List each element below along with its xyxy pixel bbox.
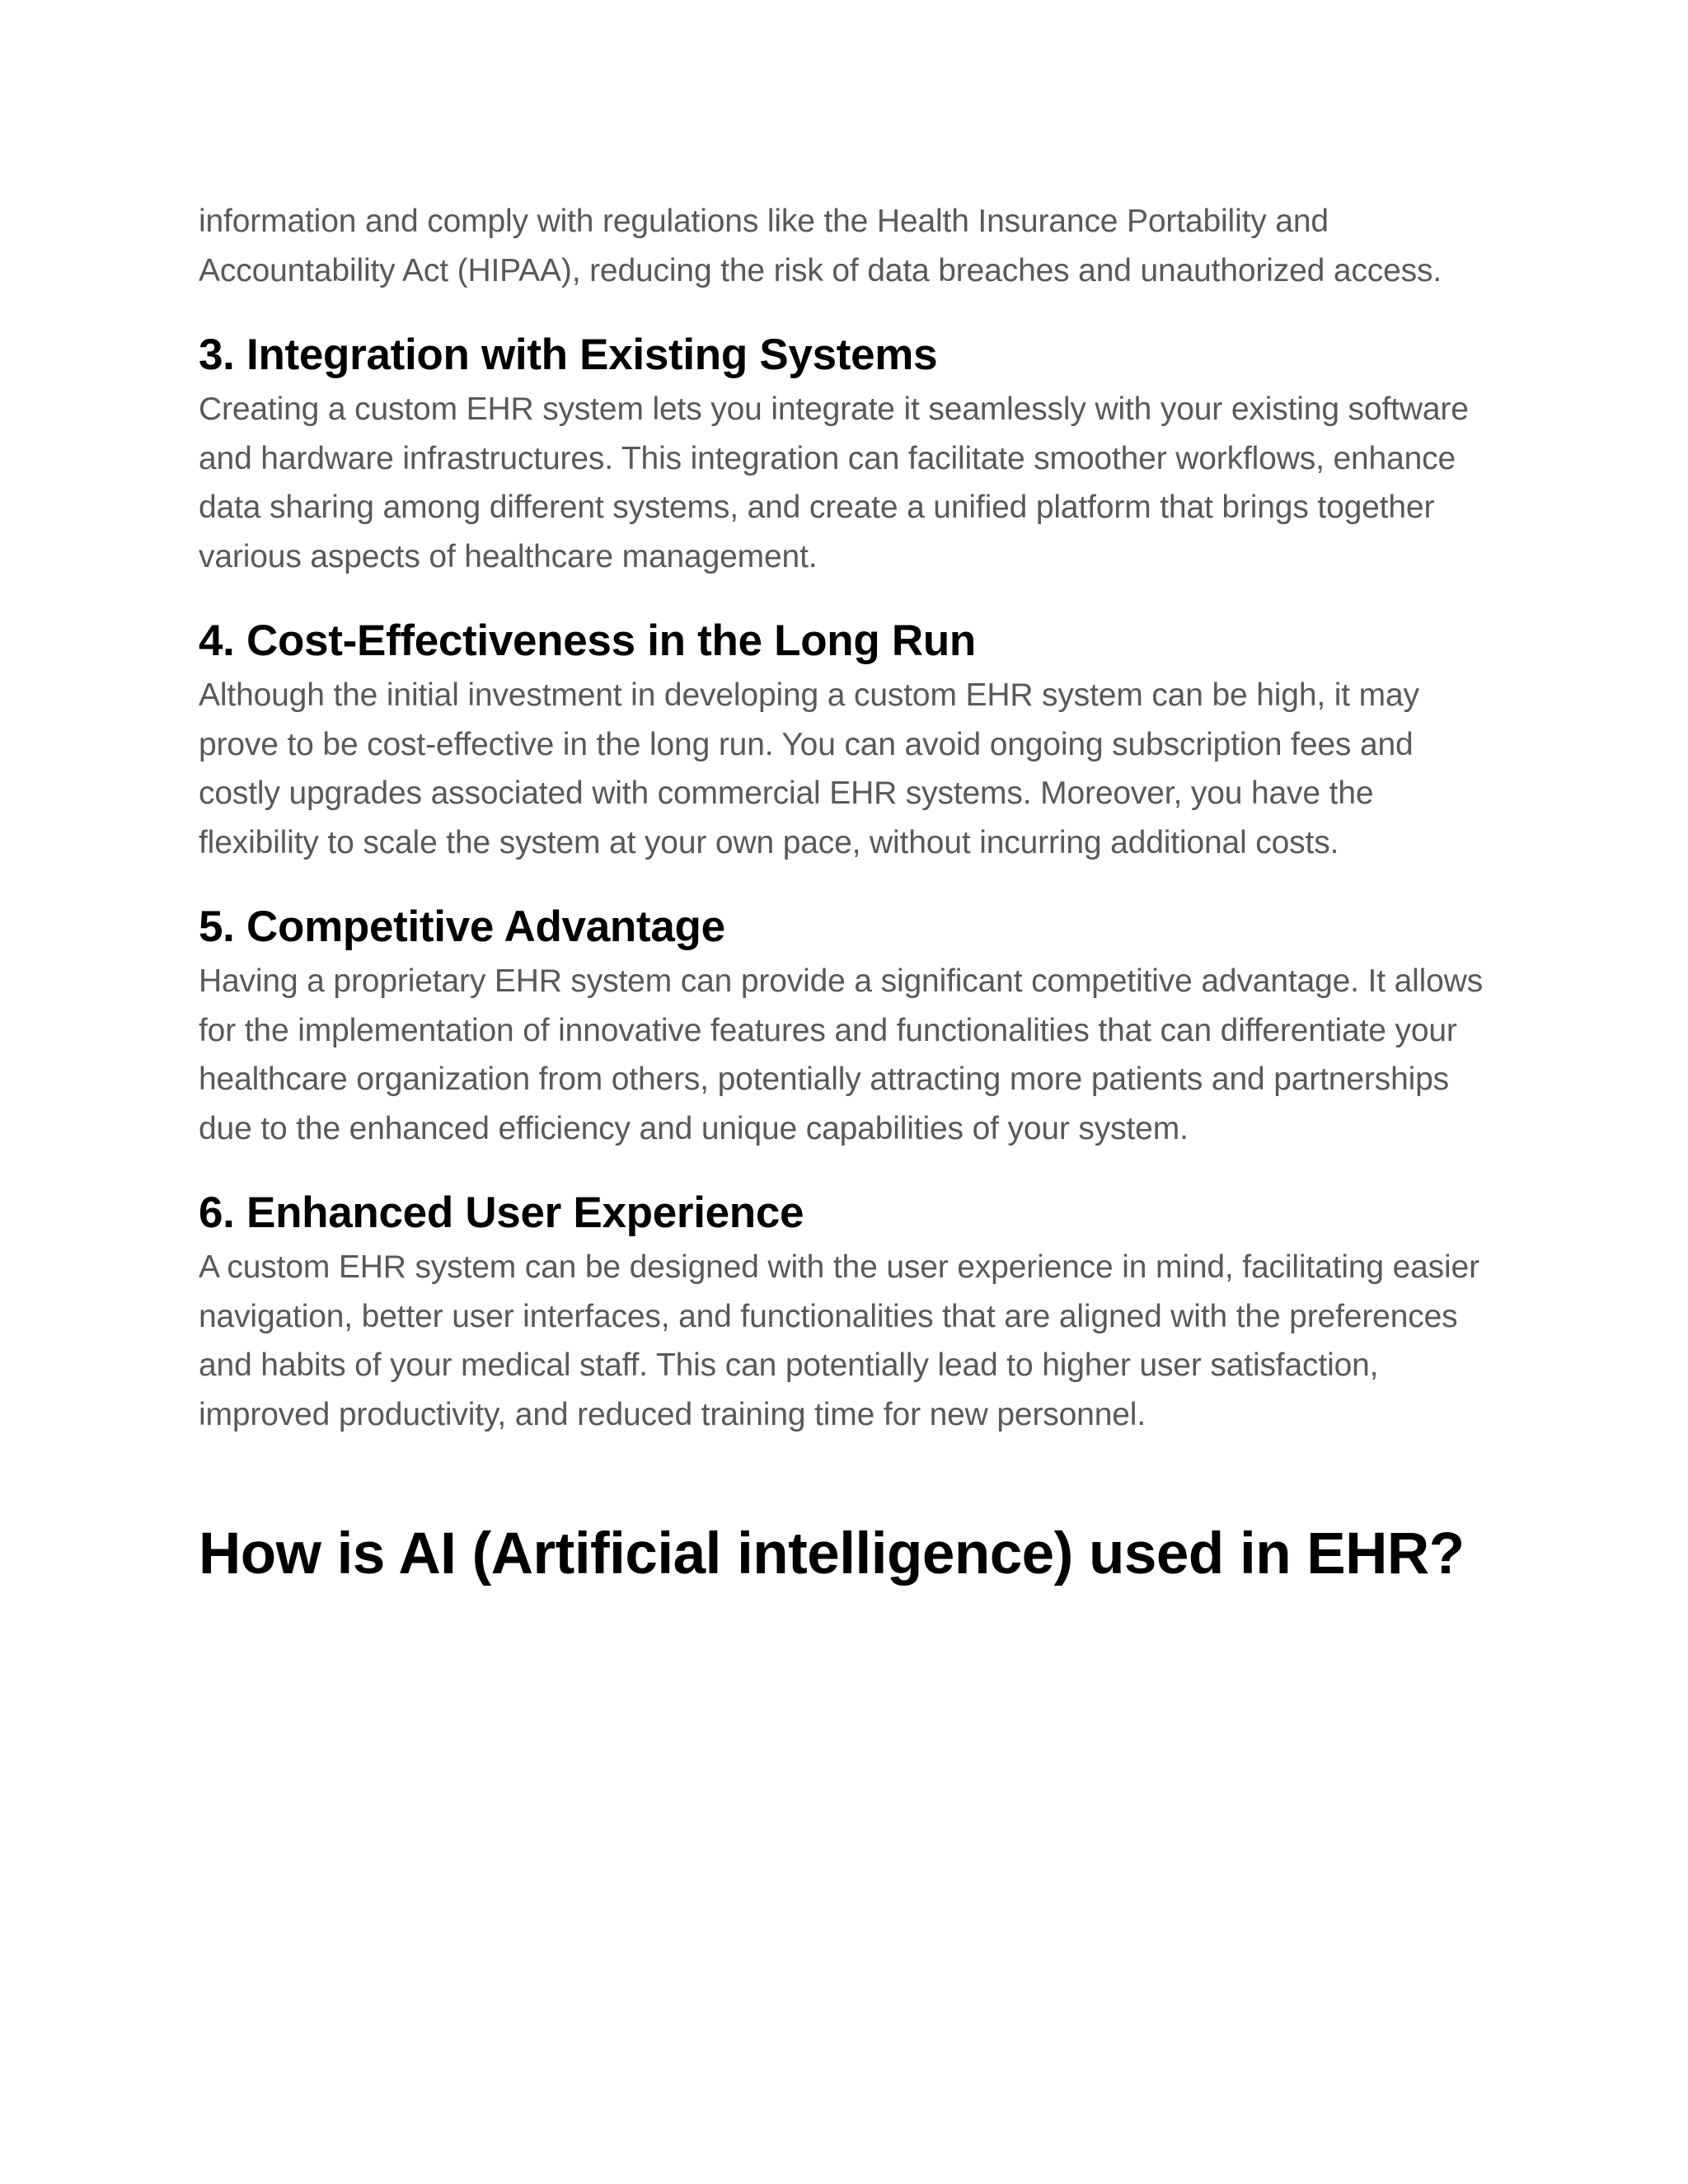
section-heading-competitive-advantage: 5. Competitive Advantage xyxy=(199,902,725,951)
section-body-competitive-advantage: Having a proprietary EHR system can provide a significant competitive advantage. It allows for the implementation of innovative features and functionalities that can differentiate your healthcare organization from others, potentially attracting more patients and partnerships due to the enhanced efficiency and unique capabilities of your system. xyxy=(199,963,1484,1146)
section-heading-cost-effectiveness: 4. Cost-Effectiveness in the Long Run xyxy=(199,616,977,665)
section-body-integration: Creating a custom EHR system lets you integrate it seamlessly with your existing software and hardware infrastructures. This integration can facilitate smoother workflows, enhance data sharing among different systems, and create a unified platform that brings together various aspects of healthcare management. xyxy=(199,391,1469,574)
section-body-cost-effectiveness: Although the initial investment in developing a custom EHR system can be high, it may prove to be cost-effective in the long run. You can avoid ongoing subscription fees and costly upgrades associated with commercial EHR systems. Moreover, you have the flexibility to scale the system at your own pace, without incurring additional costs. xyxy=(199,677,1419,860)
section-cost-effectiveness xyxy=(199,612,1497,867)
document-content xyxy=(199,197,1497,1594)
section-heading-integration: 3. Integration with Existing Systems xyxy=(199,330,938,379)
main-heading-ai-in-ehr: How is AI (Artificial intelligence) used in EHR? xyxy=(199,1521,1465,1586)
section-body-user-experience: A custom EHR system can be designed with the user experience in mind, facilitating easier navigation, better user interfaces, and functionalities that are aligned with the preferences and habits of your medical staff. This can potentially lead to higher user satisfaction, improved productivity, and reduced training time for new personnel. xyxy=(199,1249,1479,1432)
section-heading-user-experience: 6. Enhanced User Experience xyxy=(199,1188,804,1237)
intro-paragraph: information and comply with regulations like the Health Insurance Portability and Accountability Act (HIPAA), reducing the risk of data breaches and unauthorized access. xyxy=(199,204,1442,288)
section-competitive-advantage xyxy=(199,898,1497,1153)
section-integration xyxy=(199,326,1497,581)
section-user-experience xyxy=(199,1183,1497,1439)
